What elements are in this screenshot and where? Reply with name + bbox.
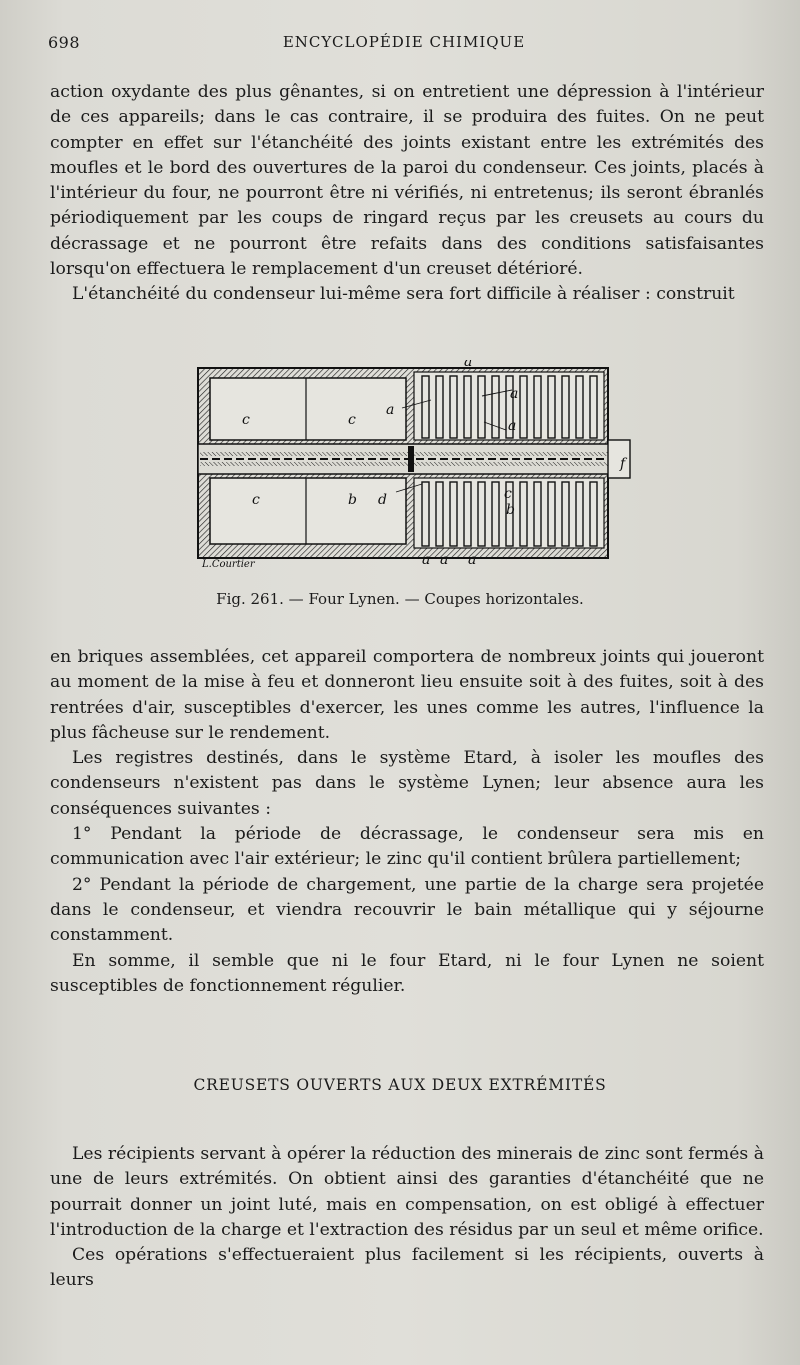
figure-caption: Fig. 261. — Four Lynen. — Coupes horizontales. <box>216 590 584 608</box>
text-block-top <box>50 80 764 308</box>
label-a-b2: a <box>440 552 449 568</box>
paragraph: Ces opérations s'effectueraient plus facilement si les récipients, ouverts à leurs <box>50 1245 764 1291</box>
paragraph: Les récipients servant à opérer la réduction des minerais de zinc sont fermés à une de leurs extrémités. On obtient ainsi des garanties d'étanchéité que ne pourrait donner un joint luté, mais en compensation, on est obligé à effectuer l'introduction de la charge et l'extraction des résidus par un seul et même orifice. <box>50 1144 764 1240</box>
label-a-top: a <box>464 360 473 370</box>
list-item: 1° Pendant la période de décrassage, le condenseur sera mis en communication avec l'air extérieur; le zinc qu'il contient brûlera partiellement; <box>50 824 764 870</box>
running-title: ENCYCLOPÉDIE CHIMIQUE <box>282 33 526 51</box>
list-item: 2° Pendant la période de chargement, une partie de la charge sera projetée dans le condenseur, et viendra recouvrir le bain métallique qui y séjourne constamment. <box>50 874 764 946</box>
engraver-credit: L.Courtier <box>202 559 255 568</box>
paragraph: Les registres destinés, dans le système Etard, à isoler les moufles des condenseurs n'existent pas dans le système Lynen; leur absence aura les conséquences suivantes : <box>50 748 764 819</box>
label-b-1: b <box>348 492 357 508</box>
label-a-1: a <box>386 402 395 418</box>
label-c-2: c <box>348 412 356 428</box>
label-d-1: d <box>378 492 387 508</box>
paragraph: en briques assemblées, cet appareil comportera de nombreux joints qui joueront au moment de la mise à feu et donneront lieu ensuite soit à des fuites, soit à des rentrées d'air, susceptibles d'exercer, les unes comme les autres, l'influence la plus fâcheuse sur le rendement. <box>50 647 764 743</box>
page-number: 698 <box>48 33 81 52</box>
label-a-b3: a <box>468 552 477 568</box>
page-header <box>48 33 760 57</box>
paragraph: action oxydante des plus gênantes, si on entretient une dépression à l'intérieur de ces appareils; dans le cas contraire, il se produira des fuites. On ne peut compter en effet sur l'étanchéité des joints existant entre les extrémités des moufles et le bord des ouvertures de la paroi du condenseur. Ces joints, placés à l'intérieur du four, ne pourront être ni vérifiés, ni entretenus; ils seront ébranlés périodiquement par les coups de ringard reçus par les creusets au cours du décrassage et ne pourront être refaits dans des conditions satisfaisantes lorsqu'on effectuera le remplacement d'un creuset détérioré. <box>50 82 764 280</box>
figure-four-lynen <box>196 360 632 568</box>
text-block-middle <box>50 645 764 999</box>
label-a-b1: a <box>422 552 431 568</box>
section-heading: CREUSETS OUVERTS AUX DEUX EXTRÉMITÉS <box>193 1076 607 1094</box>
label-f: f <box>620 456 626 472</box>
paragraph: En somme, il semble que ni le four Etard, ni le four Lynen ne soient susceptibles de fonctionnement régulier. <box>50 950 764 996</box>
label-c-4: c <box>504 486 512 502</box>
label-c-1: c <box>242 412 250 428</box>
furnace-diagram <box>196 360 632 568</box>
text-block-bottom <box>50 1142 764 1294</box>
label-b-2: b <box>506 502 515 518</box>
label-a-3: a <box>508 418 517 434</box>
label-c-3: c <box>252 492 260 508</box>
label-a-2: a <box>510 386 519 402</box>
paragraph: L'étanchéité du condenseur lui-même sera fort difficile à réaliser : construit <box>72 284 735 305</box>
